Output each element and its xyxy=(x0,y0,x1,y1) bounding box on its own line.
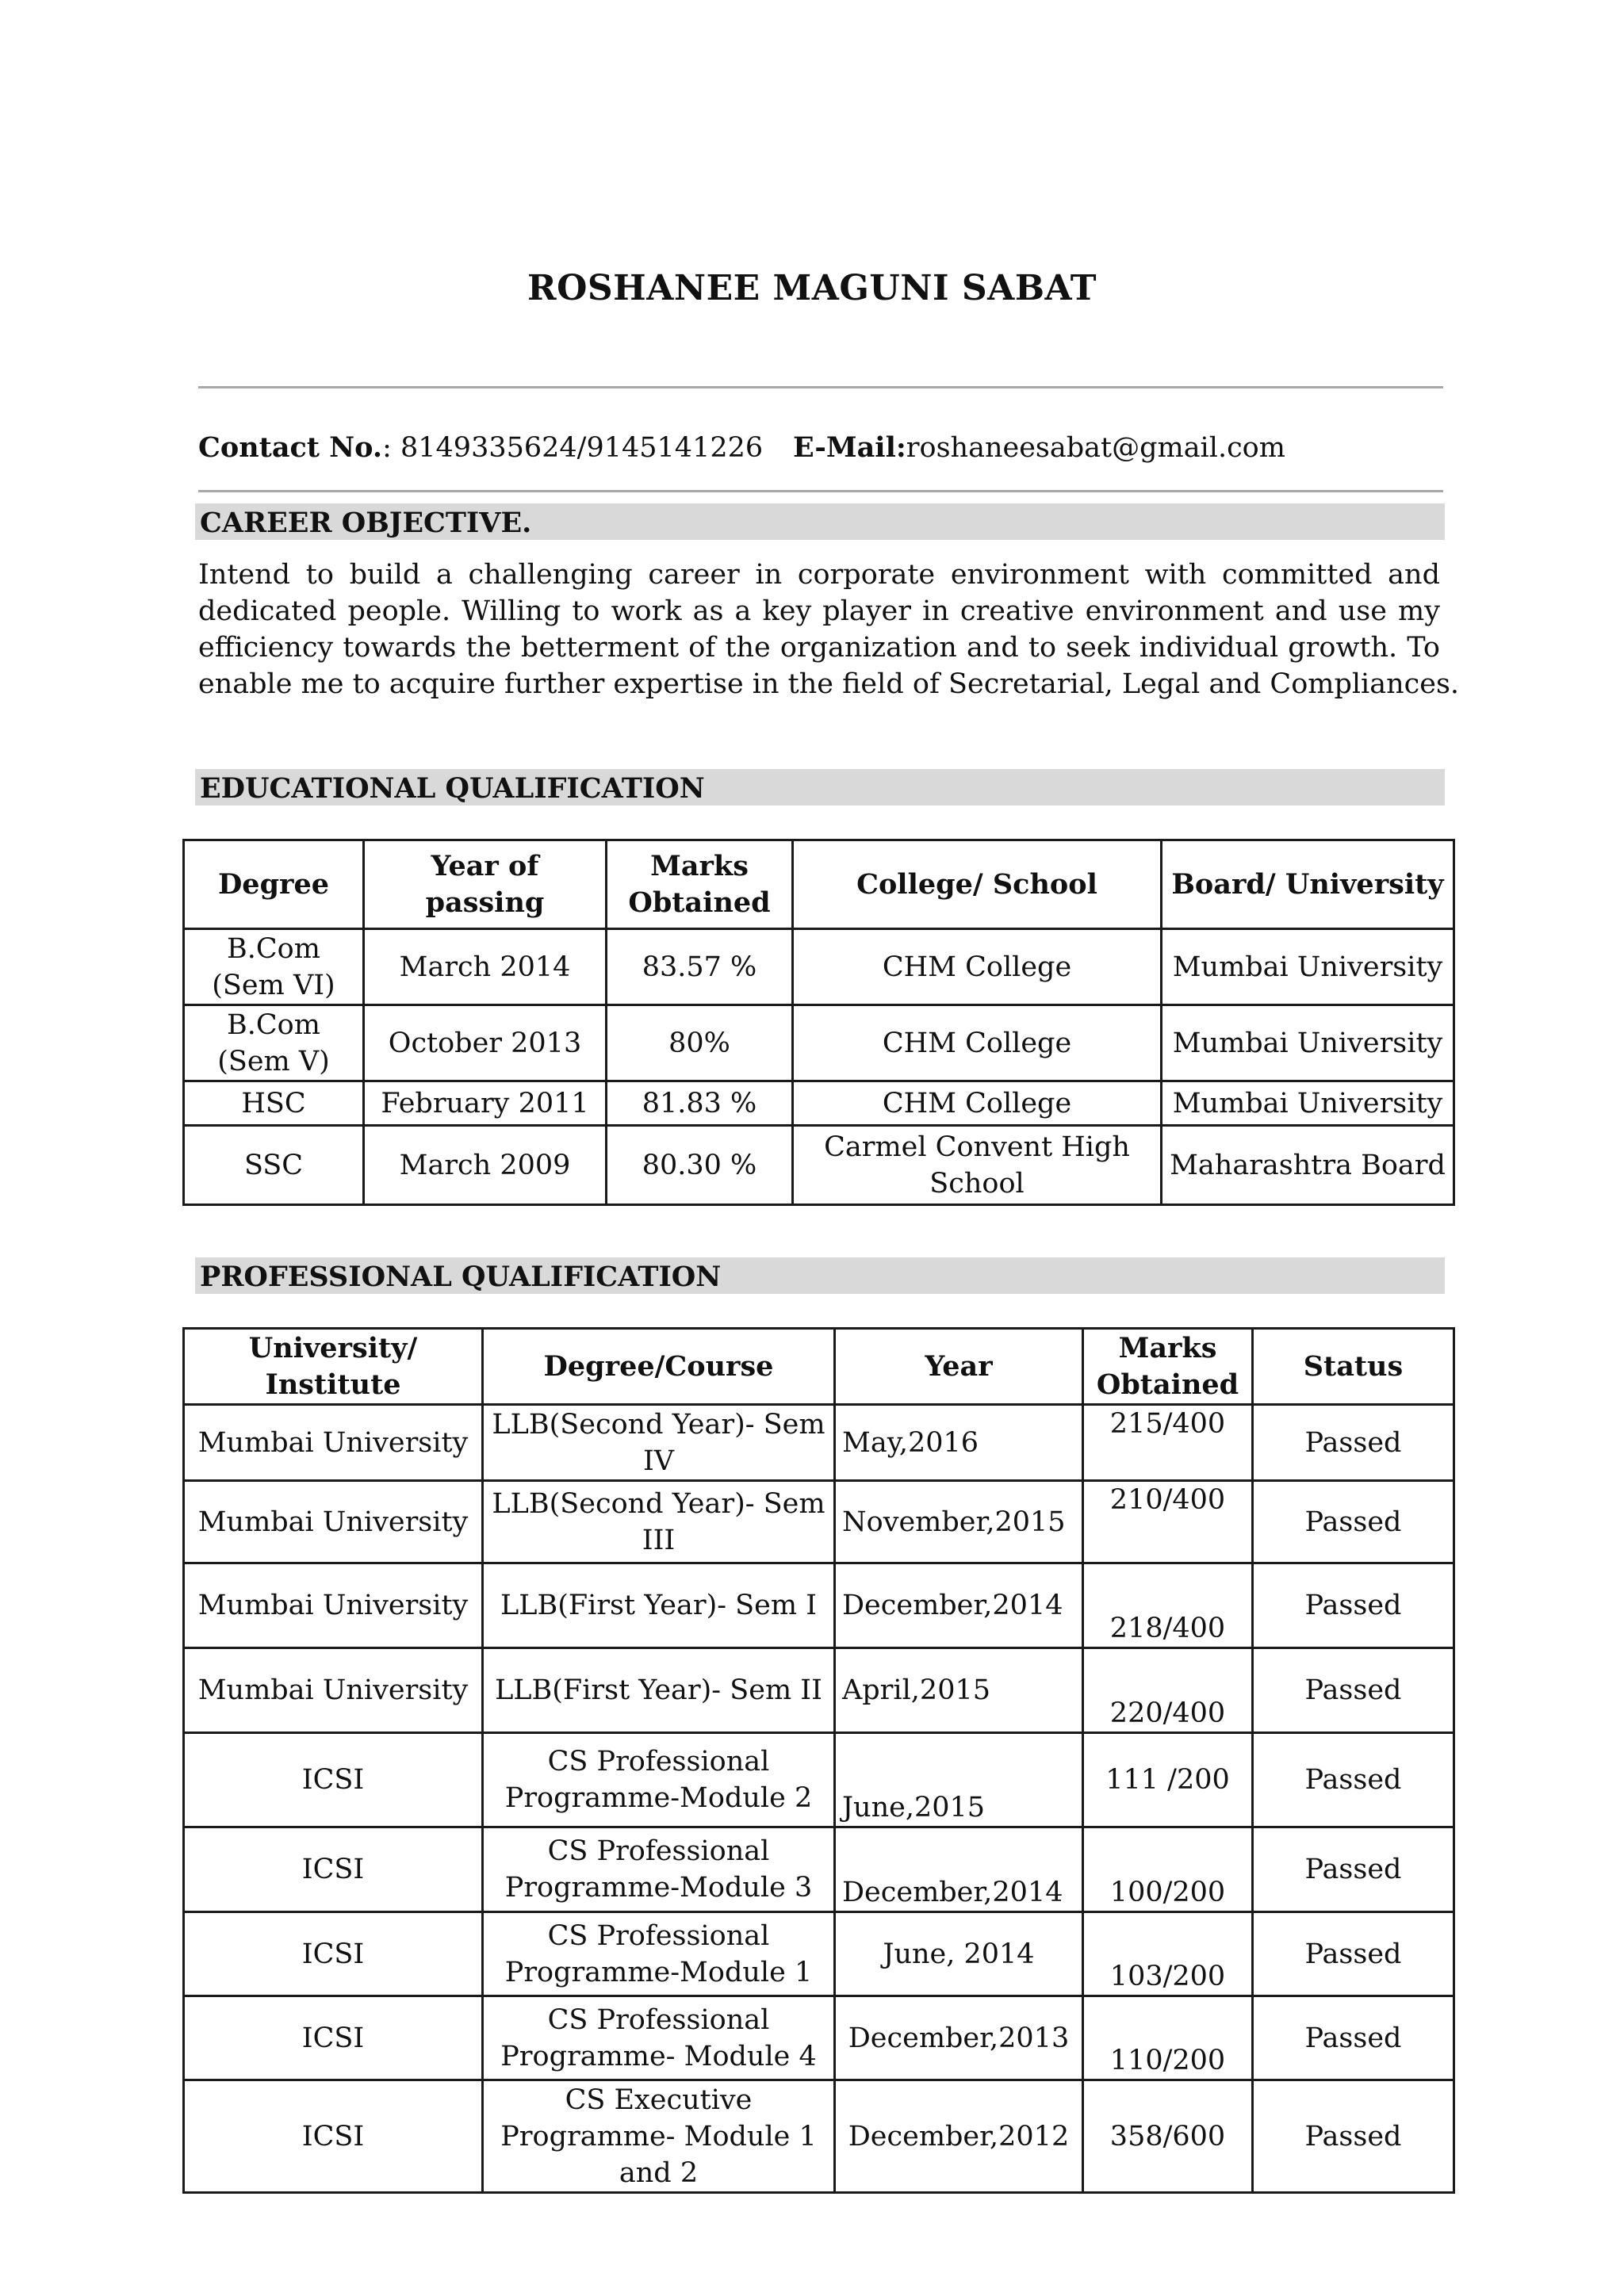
table-row xyxy=(184,1827,1454,1912)
professional-heading-text: PROFESSIONAL QUALIFICATION xyxy=(200,1261,722,1293)
contact-phone xyxy=(198,431,763,464)
objective-line: efficiency towards the betterment of the organization and to seek individual growth. To xyxy=(198,632,1440,664)
education-table xyxy=(182,839,1455,1206)
email-label: E-Mail: xyxy=(793,431,906,464)
table-cell: Mumbai University xyxy=(184,1405,483,1481)
table-cell: 218/400 xyxy=(1083,1563,1253,1648)
table-cell: Passed xyxy=(1253,1996,1454,2080)
table-cell: 80% xyxy=(607,1005,793,1081)
table-cell: CHM College xyxy=(793,1005,1162,1081)
table-cell: June,2015 xyxy=(835,1733,1083,1827)
table-cell: November,2015 xyxy=(835,1481,1083,1563)
table-cell: October 2013 xyxy=(364,1005,607,1081)
col-header: University/ Institute xyxy=(184,1329,483,1405)
table-cell: 210/400 xyxy=(1083,1481,1253,1563)
table-cell: December,2012 xyxy=(835,2080,1083,2193)
col-header: Degree/Course xyxy=(483,1329,835,1405)
table-cell: December,2014 xyxy=(835,1563,1083,1648)
table-cell: Mumbai University xyxy=(1162,929,1454,1005)
table-cell: 83.57 % xyxy=(607,929,793,1005)
table-row xyxy=(184,929,1454,1005)
table-cell: Mumbai University xyxy=(184,1563,483,1648)
table-cell: ICSI xyxy=(184,1912,483,1996)
table-cell: Maharashtra Board xyxy=(1162,1126,1454,1205)
col-header: Degree xyxy=(184,840,364,929)
table-cell: CS Professional Programme- Module 4 xyxy=(483,1996,835,2080)
table-cell: CHM College xyxy=(793,929,1162,1005)
objective-line: Intend to build a challenging career in corporate environment with committed and xyxy=(198,559,1440,591)
table-cell: Passed xyxy=(1253,1827,1454,1912)
career-objective-text xyxy=(198,557,1460,702)
table-cell: CHM College xyxy=(793,1081,1162,1126)
email-value: roshaneesabat@gmail.com xyxy=(906,432,1285,464)
education-heading-text: EDUCATIONAL QUALIFICATION xyxy=(200,772,705,805)
table-cell: LLB(Second Year)- Sem IV xyxy=(483,1405,835,1481)
table-cell: Passed xyxy=(1253,1912,1454,1996)
table-row xyxy=(184,1996,1454,2080)
table-row xyxy=(184,1481,1454,1563)
table-row xyxy=(184,1005,1454,1081)
objective-line: enable me to acquire further expertise in the field of Secretarial, Legal and Compliances. xyxy=(198,668,1460,700)
table-cell: December,2013 xyxy=(835,1996,1083,2080)
table-cell: CS Professional Programme-Module 2 xyxy=(483,1733,835,1827)
table-cell: LLB(First Year)- Sem II xyxy=(483,1648,835,1733)
section-heading-education xyxy=(195,769,1445,806)
table-row xyxy=(184,1648,1454,1733)
table-cell: June, 2014 xyxy=(835,1912,1083,1996)
table-cell: 80.30 % xyxy=(607,1126,793,1205)
col-header: Year of passing xyxy=(364,840,607,929)
col-header: Status xyxy=(1253,1329,1454,1405)
career-heading-text: CAREER OBJECTIVE. xyxy=(200,507,532,539)
table-cell: Mumbai University xyxy=(184,1648,483,1733)
table-cell: Carmel Convent High School xyxy=(793,1126,1162,1205)
table-cell: CS Executive Programme- Module 1 and 2 xyxy=(483,2080,835,2193)
table-cell: Passed xyxy=(1253,1405,1454,1481)
col-header: Marks Obtained xyxy=(1083,1329,1253,1405)
phone-value: : 8149335624/9145141226 xyxy=(382,432,764,464)
table-cell: SSC xyxy=(184,1126,364,1205)
table-cell: April,2015 xyxy=(835,1648,1083,1733)
table-cell: B.Com (Sem VI) xyxy=(184,929,364,1005)
section-heading-career xyxy=(195,503,1445,540)
table-cell: HSC xyxy=(184,1081,364,1126)
table-cell: 358/600 xyxy=(1083,2080,1253,2193)
table-cell: May,2016 xyxy=(835,1405,1083,1481)
table-row xyxy=(184,1733,1454,1827)
table-cell: Passed xyxy=(1253,1481,1454,1563)
table-cell: 215/400 xyxy=(1083,1405,1253,1481)
table-cell: ICSI xyxy=(184,1733,483,1827)
col-header: College/ School xyxy=(793,840,1162,929)
table-row xyxy=(184,1126,1454,1205)
professional-table xyxy=(182,1327,1455,2194)
table-cell: Mumbai University xyxy=(184,1481,483,1563)
table-header-row xyxy=(184,840,1454,929)
table-cell: ICSI xyxy=(184,1827,483,1912)
col-header: Board/ University xyxy=(1162,840,1454,929)
table-cell: 100/200 xyxy=(1083,1827,1253,1912)
table-cell: 220/400 xyxy=(1083,1648,1253,1733)
table-cell: 111 /200 xyxy=(1083,1733,1253,1827)
contact-divider xyxy=(198,490,1443,492)
table-row xyxy=(184,1912,1454,1996)
objective-line: dedicated people. Willing to work as a key player in creative environment and use my xyxy=(198,595,1440,627)
table-cell: Passed xyxy=(1253,1733,1454,1827)
table-cell: CS Professional Programme-Module 1 xyxy=(483,1912,835,1996)
table-cell: 103/200 xyxy=(1083,1912,1253,1996)
phone-label: Contact No. xyxy=(198,431,383,464)
table-cell: December,2014 xyxy=(835,1827,1083,1912)
table-row xyxy=(184,1405,1454,1481)
table-cell: Passed xyxy=(1253,2080,1454,2193)
table-cell: B.Com (Sem V) xyxy=(184,1005,364,1081)
table-row xyxy=(184,1081,1454,1126)
table-cell: LLB(First Year)- Sem I xyxy=(483,1563,835,1648)
candidate-name: ROSHANEE MAGUNI SABAT xyxy=(527,268,1097,308)
table-cell: March 2009 xyxy=(364,1126,607,1205)
table-cell: CS Professional Programme-Module 3 xyxy=(483,1827,835,1912)
top-divider xyxy=(198,386,1443,388)
table-cell: Passed xyxy=(1253,1648,1454,1733)
table-cell: Mumbai University xyxy=(1162,1081,1454,1126)
contact-email xyxy=(793,431,1285,464)
table-cell: 81.83 % xyxy=(607,1081,793,1126)
table-cell: LLB(Second Year)- Sem III xyxy=(483,1481,835,1563)
table-cell: March 2014 xyxy=(364,929,607,1005)
table-cell: 110/200 xyxy=(1083,1996,1253,2080)
col-header: Marks Obtained xyxy=(607,840,793,929)
col-header: Year xyxy=(835,1329,1083,1405)
table-cell: Passed xyxy=(1253,1563,1454,1648)
table-row xyxy=(184,1563,1454,1648)
table-row xyxy=(184,2080,1454,2193)
section-heading-professional xyxy=(195,1257,1445,1294)
table-cell: ICSI xyxy=(184,1996,483,2080)
table-cell: Mumbai University xyxy=(1162,1005,1454,1081)
table-cell: ICSI xyxy=(184,2080,483,2193)
table-header-row xyxy=(184,1329,1454,1405)
table-cell: February 2011 xyxy=(364,1081,607,1126)
